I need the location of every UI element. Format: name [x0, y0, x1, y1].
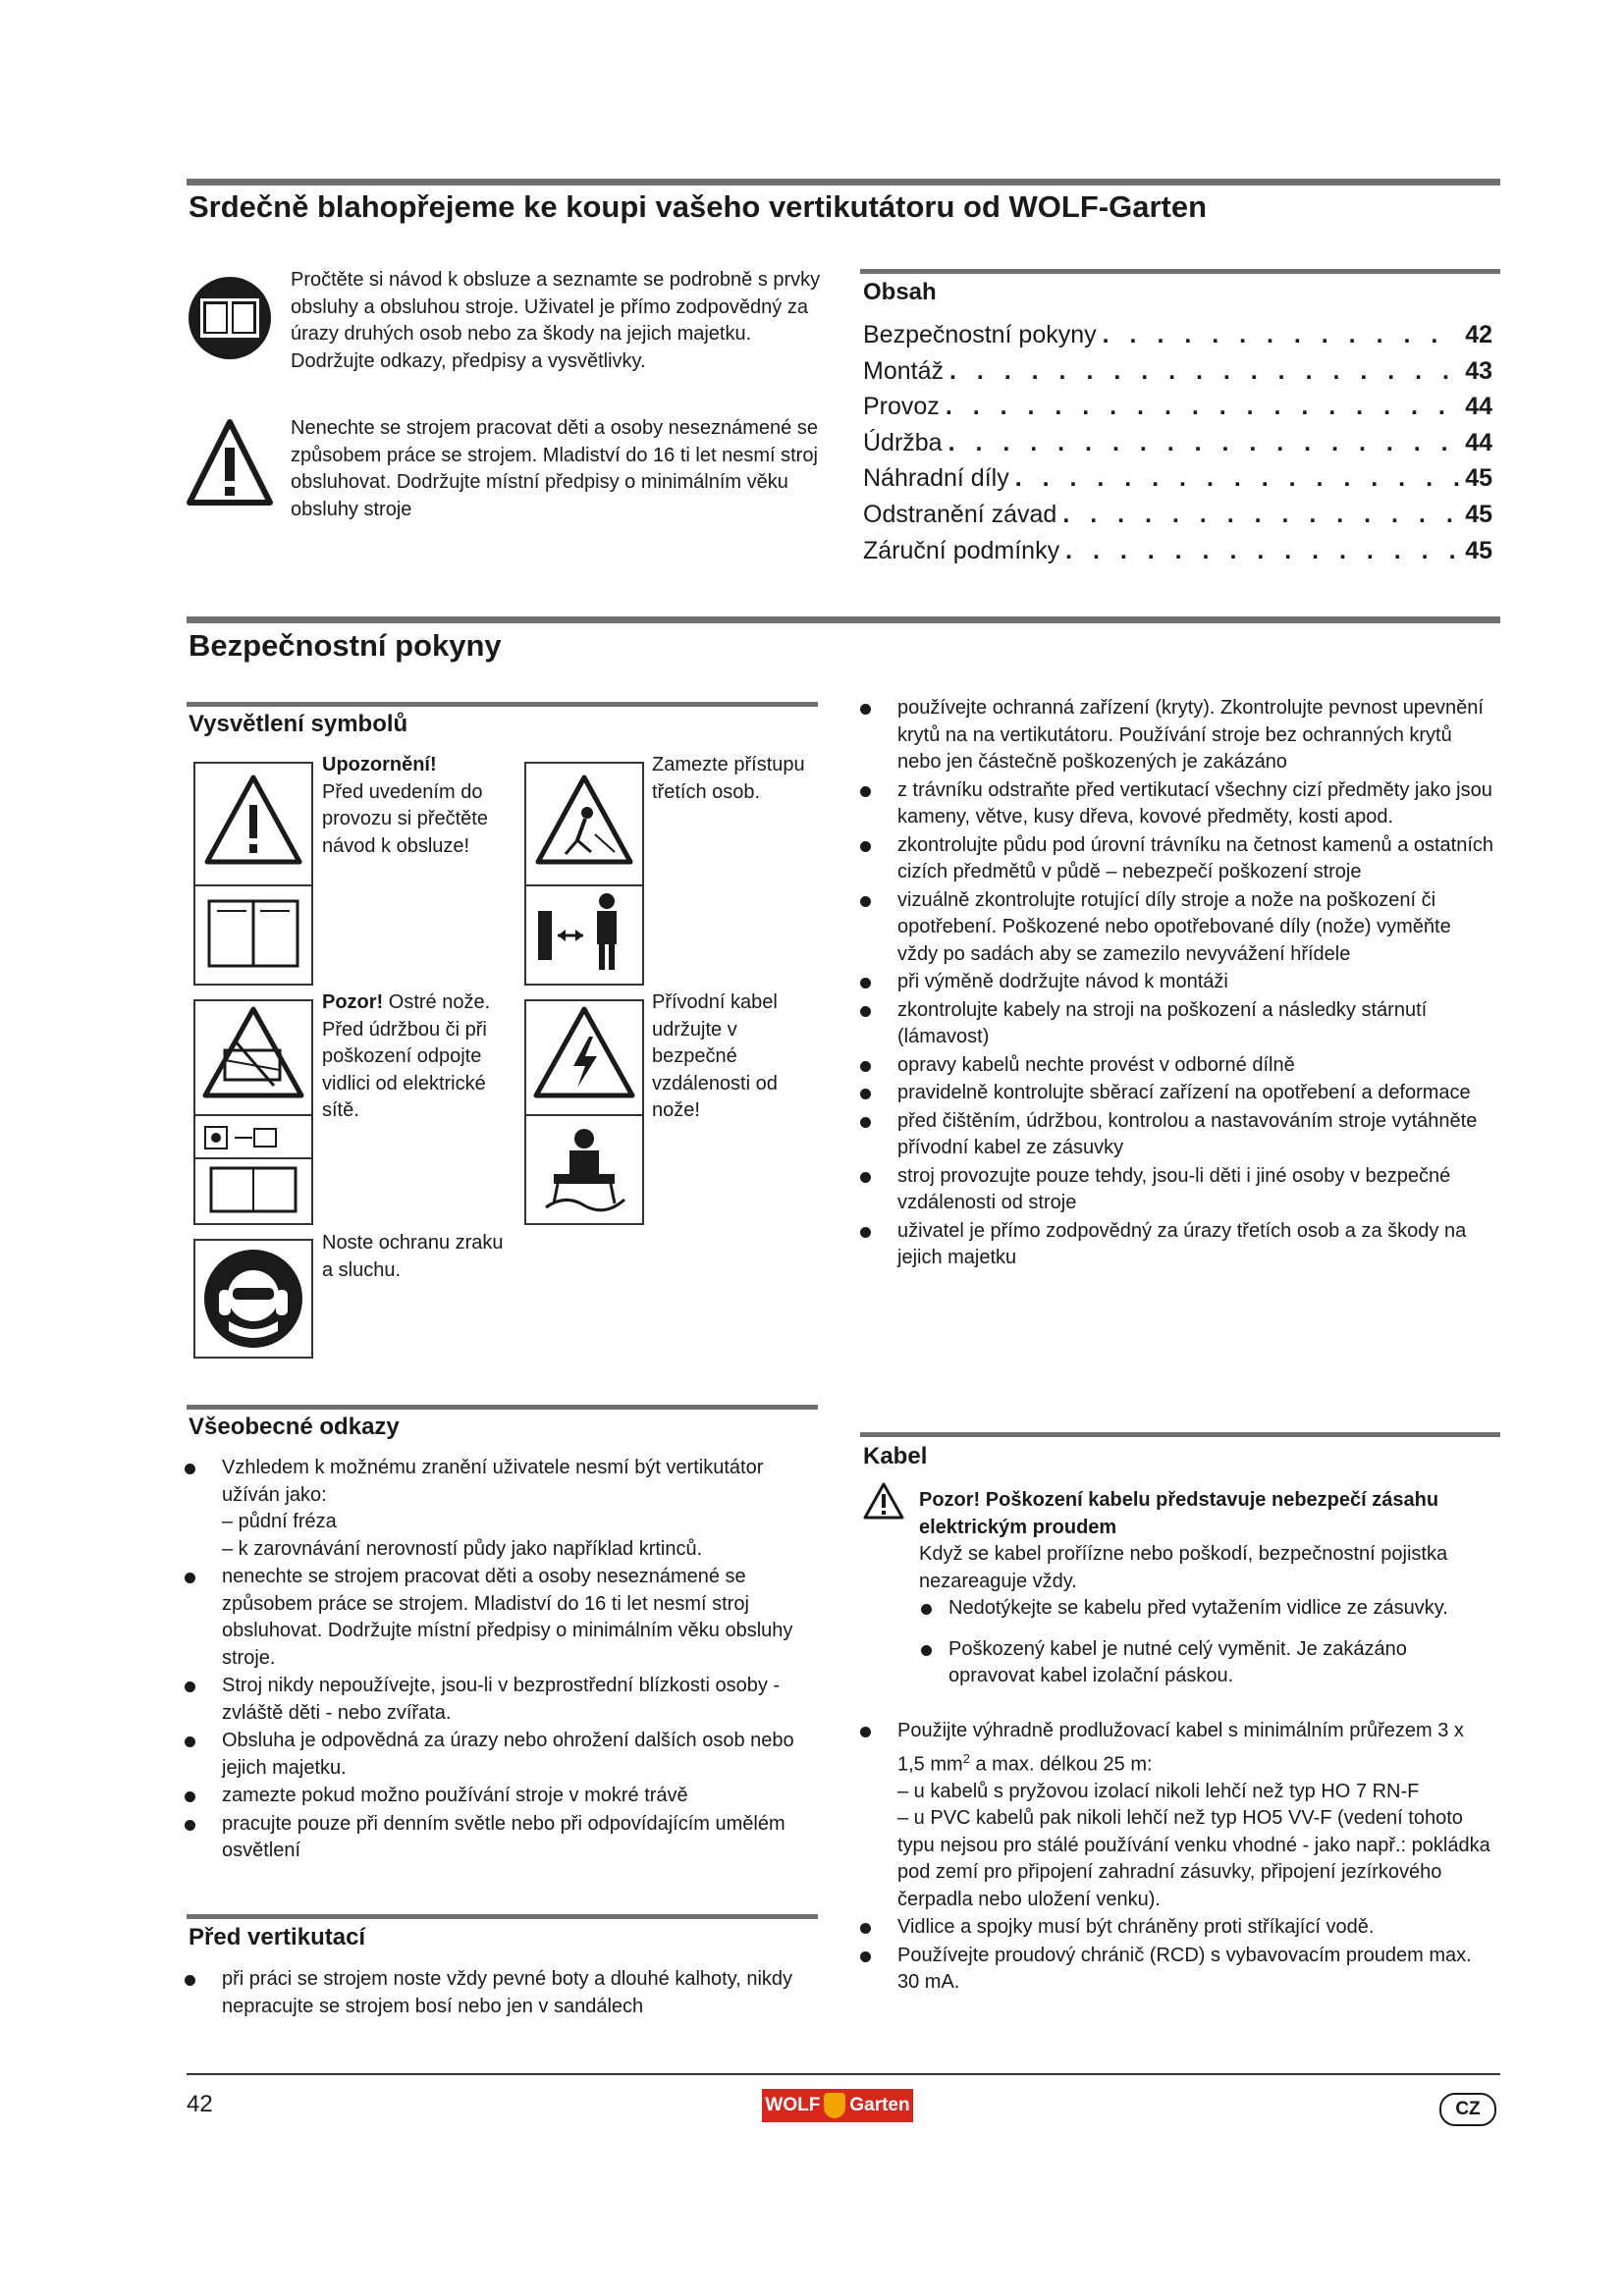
toc-item[interactable]: Odstranění závad . . . 45 [863, 501, 1492, 537]
toc-item[interactable]: Bezpečnostní pokyny . . . 42 [863, 321, 1492, 357]
list-item: Vzhledem k možnému zranění uživatele nesmí být vertikutátor užíván jako: – půdní fréza – k zarovnávání nerovností půdy jako například krtinců. [183, 1455, 821, 1563]
general-list [183, 1455, 821, 1866]
symbol-5-text: Noste ochranu zraku a sluchu. [322, 1232, 504, 1281]
read-manual-icon [187, 275, 273, 361]
symbol-keep-away [524, 762, 644, 986]
cable-heading: Kabel [863, 1443, 928, 1469]
list-item: zkontrolujte půdu pod úrovní trávníku na četnost kamenů a ostatních cizích předmětů v půdě – nebezpečí poškození stroje [858, 832, 1496, 886]
symbol-read-manual [193, 762, 313, 986]
toc-item[interactable]: Provoz . . . 44 [863, 393, 1492, 429]
list-item: zkontrolujte kabely na stroji na poškození a následky stárnutí (lámavost) [858, 997, 1496, 1051]
wolf-head-icon [824, 2093, 845, 2118]
list-item: Stroj nikdy nepoužívejte, jsou-li v bezprostřední blízkosti osoby - zvláště děti - nebo zvířata. [183, 1673, 821, 1727]
list-item: Použijte výhradně prodlužovací kabel s minimálním průřezem 3 x 1,5 $mm^2$ a max. délkou 25 m: – u kabelů s pryžovou izolací nikoli lehčí než typ HO 7 RN-F – u PVC kabelů pak nikoli lehčí než typ HO5 VV-F (vedení tohoto typu nejsou pro stálé používání venku vhodné - jako např.: pokládka pod zemí pro připojení zahradní zásuvky, připojení jezírkového čerpadla nebo uložení venku). [858, 1718, 1496, 1913]
symbol-4-text: Přívodní kabel udržujte v bezpečné vzdálenosti od nože! [652, 991, 778, 1121]
general-heading: Všeobecné odkazy [189, 1414, 400, 1440]
list-item: Nedotýkejte se kabelu před vytažením vidlice ze zásuvky. [919, 1595, 1489, 1623]
list-item: z trávníku odstraňte před vertikutací všechny cizí předměty jako jsou kameny, větve, kusy dřeva, kovové předměty, kosti apod. [858, 777, 1496, 831]
list-item: pracujte pouze při denním světle nebo při odpovídajícím umělém osvětlení [183, 1811, 821, 1865]
cable-warning-text: Když se kabel proříízne nebo poškodí, bezpečnostní pojistka nezareaguje vždy. [919, 1543, 1448, 1592]
footer-rule [187, 2073, 1500, 2075]
list-item: pravidelně kontrolujte sběrací zařízení na opotřebení a deformace [858, 1080, 1496, 1107]
title-rule [187, 179, 1500, 186]
symbol-cable-distance [524, 999, 644, 1225]
safety-right-list [858, 695, 1496, 1273]
list-item: nenechte se strojem pracovat děti a osoby neseznámené se způsobem práce se strojem. Mladiství do 16 ti let nesmí stroj obsluhovat. Dodržujte místní předpisy o minimálním věku obsluhy stroje. [183, 1564, 821, 1672]
list-item: používejte ochranná zařízení (kryty). Zkontrolujte pevnost upevnění krytů na na vertikutátoru. Používání stroje bez ochranných krytů nebo jen částečně poškozených je zakázáno [858, 695, 1496, 776]
symbol-sharp-blades [193, 999, 313, 1225]
symbols-rule [187, 702, 818, 707]
cable-list [858, 1718, 1496, 1998]
symbol-2-text: Zamezte přístupu třetích osob. [652, 754, 805, 803]
country-badge: CZ [1439, 2093, 1496, 2126]
wolf-garten-logo: WOLF Garten [762, 2089, 913, 2122]
list-item: uživatel je přímo zodpovědný za úrazy třetích osob a za škody na jejich majetku [858, 1218, 1496, 1272]
list-item: při práci se strojem noste vždy pevné boty a dlouhé kalhoty, nikdy nepracujte se strojem bosí nebo jen v sandálech [183, 1966, 821, 2020]
toc-item[interactable]: Údržba . . . 44 [863, 429, 1492, 465]
list-item: při výměně dodržujte návod k montáži [858, 969, 1496, 996]
list-item: Poškozený kabel je nutné celý vyměnit. Je zakázáno opravovat kabel izolační páskou. [919, 1636, 1489, 1690]
intro-manual-text: Pročtěte si návod k obsluze a seznamte se podrobně s prvky obsluhy a obsluhou stroje. Uživatel je přímo zodpovědný za úrazy druhých osob nebo za škody na jejich majetku. Dodržujte odkazy, předpisy a vysvětlivky. [291, 269, 821, 372]
page-number: 42 [187, 2091, 213, 2117]
symbol-3-text: Pozor! Ostré nože. Před údržbou či při poškození odpojte vidlici od elektrické sítě. [322, 991, 491, 1121]
cable-warning-title: Pozor! Poškození kabelu představuje nebezpečí zásahu elektrickým proudem [919, 1489, 1439, 1538]
before-rule [187, 1914, 818, 1919]
page-title: Srdečně blahopřejeme ke koupi vašeho vertikutátoru od WOLF-Garten [189, 189, 1208, 224]
toc-item[interactable]: Montáž . . . 43 [863, 357, 1492, 394]
toc-rule [860, 269, 1500, 274]
symbol-1-text: Upozornění! Před uvedením do provozu si přečtěte návod k obsluze! [322, 754, 488, 857]
list-item: Vidlice a spojky musí být chráněny proti stříkající vodě. [858, 1914, 1496, 1942]
general-rule [187, 1405, 818, 1410]
safety-rule [187, 616, 1500, 623]
cable-rule [860, 1432, 1500, 1437]
list-item: zamezte pokud možno používání stroje v mokré trávě [183, 1783, 821, 1810]
cable-warning-icon [863, 1482, 904, 1520]
list-item: před čištěním, údržbou, kontrolou a nastavováním stroje vytáhněte přívodní kabel ze zásuvky [858, 1108, 1496, 1162]
cable-warning-list [919, 1595, 1489, 1691]
list-item: vizuálně zkontrolujte rotující díly stroje a nože na poškození či opotřebení. Poškozené nebo opotřebované díly (nože) vyměňte vždy po sadách aby se zamezilo nevyvážení hřídele [858, 887, 1496, 969]
before-list [183, 1966, 821, 2021]
list-item: opravy kabelů nechte provést v odborné dílně [858, 1052, 1496, 1080]
intro-warning-text: Nenechte se strojem pracovat děti a osoby neseznámené se způsobem práce se strojem. Mladiství do 16 ti let nesmí stroj obsluhovat. Dodržujte místní předpisy o minimálním věku obsluhy stroje [291, 417, 818, 520]
toc-heading: Obsah [863, 279, 937, 305]
safety-heading: Bezpečnostní pokyny [189, 628, 502, 663]
warning-icon [187, 418, 273, 508]
toc-item[interactable]: Záruční podmínky . . . 45 [863, 537, 1492, 573]
symbols-heading: Vysvětlení symbolů [189, 711, 408, 737]
before-heading: Před vertikutací [189, 1924, 366, 1950]
toc-list [863, 321, 1492, 572]
list-item: Obsluha je odpovědná za úrazy nebo ohrožení dalších osob nebo jejich majetku. [183, 1728, 821, 1782]
list-item: Používejte proudový chránič (RCD) s vybavovacím proudem max. 30 mA. [858, 1943, 1496, 1997]
symbol-eye-ear-protection [193, 1239, 313, 1359]
list-item: stroj provozujte pouze tehdy, jsou-li děti i jiné osoby v bezpečné vzdálenosti od stroje [858, 1163, 1496, 1217]
toc-item[interactable]: Náhradní díly . . . 45 [863, 464, 1492, 501]
